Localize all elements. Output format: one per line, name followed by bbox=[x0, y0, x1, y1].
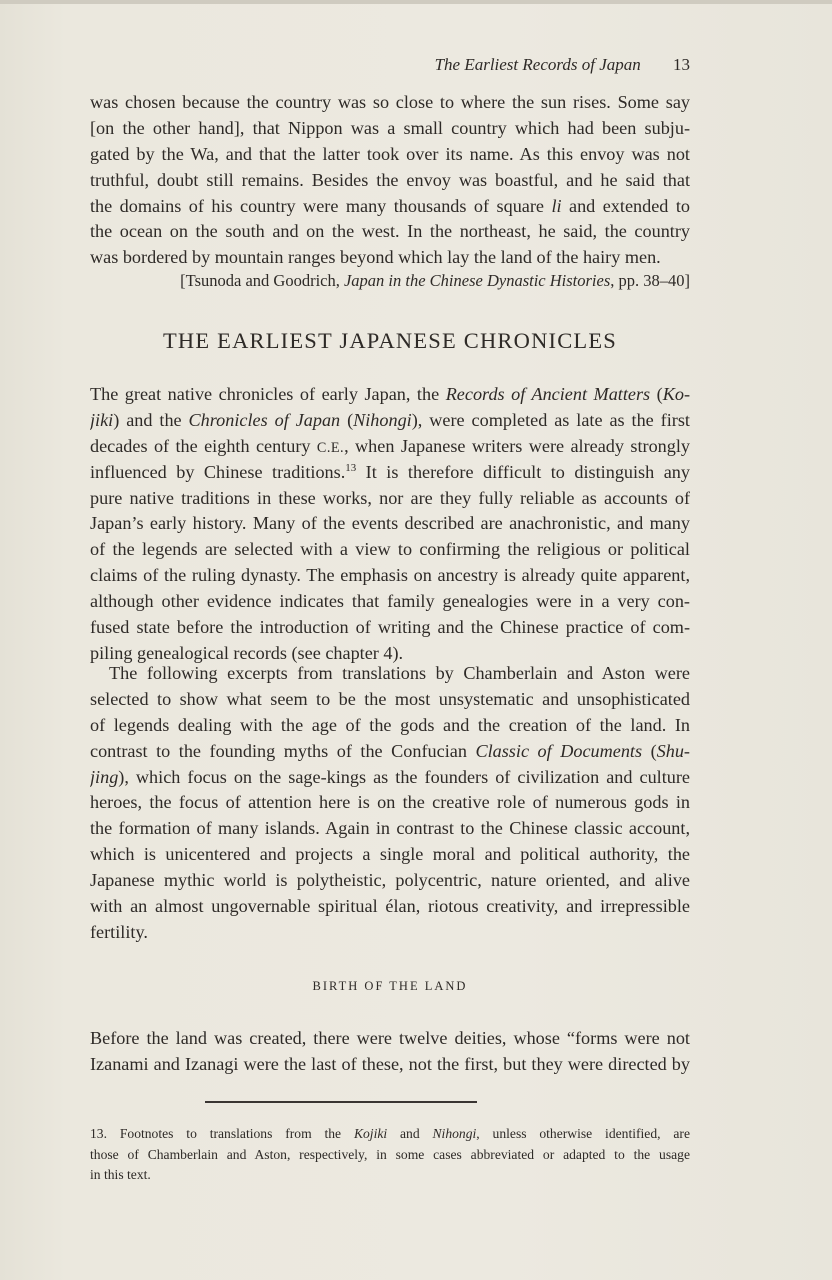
text-line bbox=[90, 194, 690, 220]
text-run: heroes, the focus of attention here is on the creative role of numerous gods in bbox=[90, 792, 690, 813]
text-run: Japan’s early history. Many of the events described are anachronistic, and many bbox=[90, 513, 690, 534]
text-run: Records of Ancient Matters bbox=[445, 384, 651, 404]
text-run: ), were completed as late as the first bbox=[411, 409, 690, 430]
text-run: decades of the eighth century bbox=[90, 435, 317, 456]
text-run: in this text. bbox=[90, 1167, 151, 1182]
text-run: jing bbox=[90, 766, 119, 787]
text-run: contrast to the founding myths of the Confucian bbox=[90, 740, 476, 761]
text-run: with an almost ungovernable spiritual élan, riotous creativity, and irrepressible bbox=[90, 896, 690, 917]
text-line bbox=[90, 486, 690, 512]
text-line bbox=[90, 661, 690, 687]
running-title: The Earliest Records of Japan bbox=[434, 55, 641, 74]
text-line bbox=[90, 894, 690, 920]
footnote bbox=[90, 1124, 690, 1186]
text-run: pure native traditions in these works, nor are they fully reliable as accounts of bbox=[90, 487, 690, 508]
text-run: of the legends are selected with a view to confirming the religious or political bbox=[90, 539, 690, 560]
text-line bbox=[90, 920, 690, 946]
text-run: which is unicentered and projects a single moral and political authority, the bbox=[90, 844, 690, 865]
text-line bbox=[90, 434, 690, 460]
text-line bbox=[90, 382, 690, 408]
text-run: and bbox=[387, 1126, 433, 1141]
paragraph bbox=[90, 661, 690, 946]
text-run: Japanese mythic world is polytheistic, polycentric, nature oriented, and alive bbox=[90, 870, 690, 891]
citation bbox=[90, 271, 690, 291]
text-line bbox=[90, 713, 690, 739]
text-run: ), which focus on the sage-kings as the founders of civilization and culture bbox=[118, 766, 690, 787]
text-line bbox=[90, 687, 690, 713]
text-line bbox=[90, 142, 690, 168]
text-run: the ocean on the south and on the west. In the northeast, he said, the country bbox=[90, 221, 690, 242]
subheading: BIRTH OF THE LAND bbox=[312, 979, 468, 993]
footnote-rule bbox=[205, 1101, 477, 1103]
text-run: Nihongi bbox=[432, 1126, 477, 1141]
text-run: The great native chronicles of early Japan, the bbox=[90, 384, 446, 404]
text-line bbox=[90, 790, 690, 816]
text-line bbox=[90, 816, 690, 842]
text-line bbox=[90, 739, 690, 765]
text-run: influenced by Chinese traditions. bbox=[90, 461, 346, 482]
paragraph bbox=[90, 1026, 690, 1078]
text-run: Classic of Documents bbox=[475, 740, 643, 761]
text-run: [on the other hand], that Nippon was a small country which had been subju- bbox=[90, 117, 690, 138]
text-run: of legends dealing with the age of the gods and the creation of the land. In bbox=[90, 714, 690, 735]
text-run: was chosen because the country was so close to where the sun rises. Some say bbox=[90, 92, 690, 112]
text-run: selected to show what seem to be the most unsystematic and unsophisticated bbox=[90, 688, 690, 709]
text-line bbox=[90, 1124, 690, 1145]
text-line bbox=[90, 511, 690, 537]
text-run: The following excerpts from translations by Chamberlain and Aston were bbox=[109, 663, 690, 683]
citation-pages: , pp. 38–40] bbox=[610, 271, 690, 290]
text-run: Kojiki bbox=[353, 1126, 388, 1141]
text-run: fertility. bbox=[90, 921, 148, 942]
citation-title: Japan in the Chinese Dynastic Histories bbox=[343, 271, 611, 290]
section-heading: THE EARLIEST JAPANESE CHRONICLES bbox=[162, 328, 618, 353]
text-line bbox=[90, 408, 690, 434]
text-line bbox=[90, 1052, 690, 1078]
text-run: ( bbox=[650, 384, 663, 404]
text-run: ) and the bbox=[113, 409, 189, 430]
text-run: Ko- bbox=[662, 384, 690, 404]
text-line bbox=[90, 116, 690, 142]
text-run: was bordered by mountain ranges beyond which lay the land of the hairy men. bbox=[90, 247, 661, 268]
text-run: Izanami and Izanagi were the last of these, not the first, but they were directed by bbox=[90, 1053, 690, 1074]
page-edge bbox=[0, 0, 832, 4]
text-run: those of Chamberlain and Aston, respectively, in some cases abbreviated or adapted to the usage bbox=[90, 1146, 690, 1162]
text-line bbox=[90, 1026, 690, 1052]
text-run: Before the land was created, there were twelve deities, whose “forms were not bbox=[90, 1028, 690, 1048]
text-line bbox=[90, 589, 690, 615]
text-line bbox=[90, 460, 690, 486]
paragraph bbox=[90, 382, 690, 667]
text-run: It is therefore difficult to distinguish any bbox=[356, 461, 690, 482]
page-number: 13 bbox=[673, 55, 690, 74]
text-line bbox=[90, 1165, 690, 1186]
text-run: claims of the ruling dynasty. The emphasis on ancestry is already quite apparent, bbox=[90, 565, 690, 586]
text-run: and extended to bbox=[561, 195, 690, 216]
text-run: jiki bbox=[90, 409, 114, 430]
text-run: the formation of many islands. Again in contrast to the Chinese classic account, bbox=[90, 818, 690, 839]
text-run: Nihongi bbox=[353, 409, 412, 430]
text-line bbox=[90, 537, 690, 563]
text-line bbox=[90, 615, 690, 641]
text-run: ( bbox=[642, 740, 657, 761]
text-run: , when Japanese writers were already strongly bbox=[344, 435, 690, 456]
text-line bbox=[90, 90, 690, 116]
text-run: Shu- bbox=[656, 740, 690, 761]
text-line bbox=[90, 868, 690, 894]
text-run: C.E. bbox=[316, 439, 345, 456]
text-line bbox=[90, 563, 690, 589]
text-run: 13. Footnotes to translations from the bbox=[90, 1126, 354, 1141]
text-line bbox=[90, 219, 690, 245]
footnote-reference[interactable]: 13 bbox=[345, 461, 357, 474]
running-header bbox=[90, 55, 690, 75]
text-run: ( bbox=[340, 409, 354, 430]
text-line bbox=[90, 765, 690, 791]
text-line bbox=[90, 842, 690, 868]
text-run: the domains of his country were many thousands of square bbox=[90, 195, 552, 216]
text-line bbox=[90, 168, 690, 194]
text-line bbox=[90, 245, 690, 271]
text-line bbox=[90, 1145, 690, 1166]
text-run: gated by the Wa, and that the latter took over its name. As this envoy was not bbox=[90, 143, 690, 164]
text-run: Chronicles of Japan bbox=[188, 409, 341, 430]
text-run: fused state before the introduction of writing and the Chinese practice of com- bbox=[90, 617, 690, 638]
text-run: piling genealogical records (see chapter 4). bbox=[90, 642, 404, 663]
text-run: truthful, doubt still remains. Besides the envoy was boastful, and he said that bbox=[90, 169, 690, 190]
paragraph bbox=[90, 90, 690, 271]
citation-authors: [Tsunoda and Goodrich, bbox=[180, 271, 344, 290]
text-run: , unless otherwise identified, are bbox=[476, 1126, 690, 1141]
text-run: although other evidence indicates that family genealogies were in a very con- bbox=[90, 591, 690, 612]
text-run: li bbox=[551, 195, 562, 216]
